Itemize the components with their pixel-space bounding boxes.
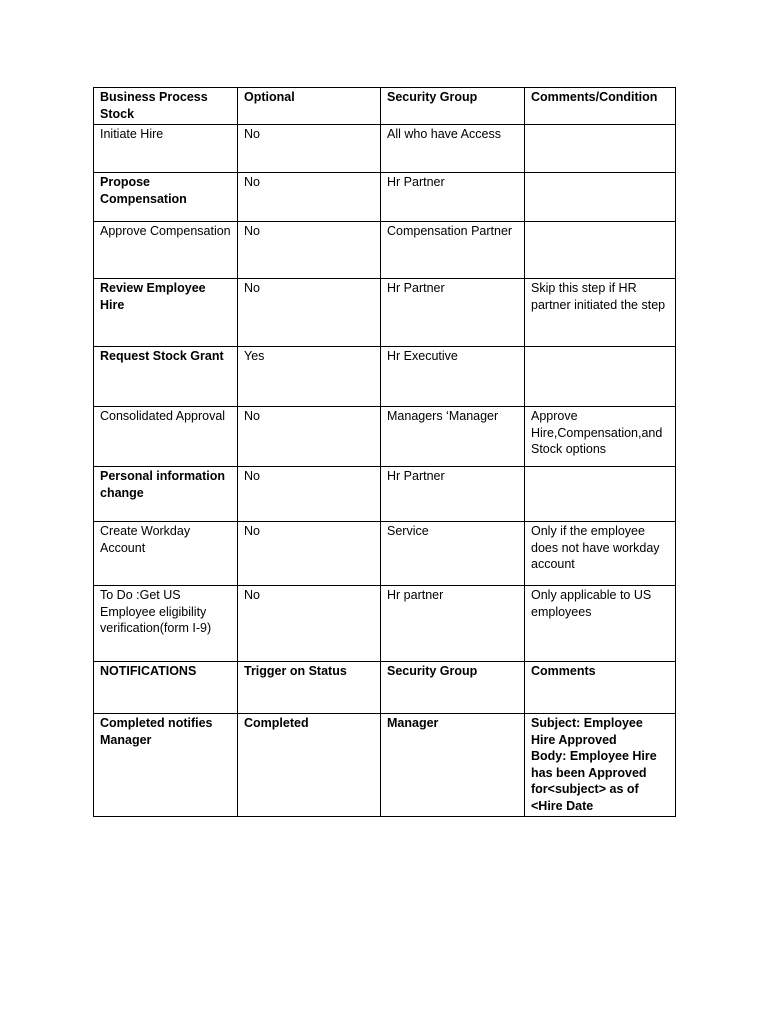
table-row xyxy=(94,279,676,347)
comment-cell: Only if the employee does not have workday account xyxy=(525,522,676,586)
header-notification-comments: Comments xyxy=(525,662,676,714)
notification-body-text: Body: Employee Hire has been Approved for<subject> as of <Hire Date xyxy=(531,749,657,813)
header-optional: Optional xyxy=(238,88,381,125)
group-cell: Managers ‘Manager xyxy=(381,407,525,467)
optional-cell: No xyxy=(238,222,381,279)
table-row xyxy=(94,222,676,279)
step-cell: Propose Compensation xyxy=(94,173,238,222)
table-row xyxy=(94,125,676,173)
business-process-table xyxy=(93,87,676,817)
comment-cell xyxy=(525,173,676,222)
step-cell: Personal information change xyxy=(94,467,238,522)
group-cell: Hr Partner xyxy=(381,467,525,522)
step-cell: Initiate Hire xyxy=(94,125,238,173)
comment-cell xyxy=(525,125,676,173)
notification-trigger-cell: Completed xyxy=(238,714,381,817)
group-cell: Hr Partner xyxy=(381,279,525,347)
table-row xyxy=(94,173,676,222)
optional-cell: No xyxy=(238,125,381,173)
group-cell: Hr Executive xyxy=(381,347,525,407)
optional-cell: Yes xyxy=(238,347,381,407)
group-cell: Compensation Partner xyxy=(381,222,525,279)
optional-cell: No xyxy=(238,522,381,586)
header-security-group: Security Group xyxy=(381,88,525,125)
step-cell: To Do :Get US Employee eligibility verification(form I-9) xyxy=(94,586,238,662)
header-comments: Comments/Condition xyxy=(525,88,676,125)
optional-cell: No xyxy=(238,407,381,467)
notification-group-cell: Manager xyxy=(381,714,525,817)
optional-cell: No xyxy=(238,586,381,662)
table-row xyxy=(94,467,676,522)
step-cell: Create Workday Account xyxy=(94,522,238,586)
notification-name-cell: Completed notifies Manager xyxy=(94,714,238,817)
optional-cell: No xyxy=(238,173,381,222)
comment-cell: Only applicable to US employees xyxy=(525,586,676,662)
step-cell: Request Stock Grant xyxy=(94,347,238,407)
header-trigger-on-status: Trigger on Status xyxy=(238,662,381,714)
optional-cell: No xyxy=(238,279,381,347)
step-cell: Review Employee Hire xyxy=(94,279,238,347)
comment-cell: Approve Hire,Compensation,and Stock options xyxy=(525,407,676,467)
table-row xyxy=(94,586,676,662)
group-cell: Hr Partner xyxy=(381,173,525,222)
comment-cell xyxy=(525,467,676,522)
comment-cell xyxy=(525,222,676,279)
table-header-row xyxy=(94,88,676,125)
step-cell: Approve Compensation xyxy=(94,222,238,279)
table-row xyxy=(94,407,676,467)
group-cell: Hr partner xyxy=(381,586,525,662)
comment-cell: Skip this step if HR partner initiated the step xyxy=(525,279,676,347)
group-cell: Service xyxy=(381,522,525,586)
notifications-header-row xyxy=(94,662,676,714)
table-row xyxy=(94,347,676,407)
table-row xyxy=(94,522,676,586)
optional-cell: No xyxy=(238,467,381,522)
header-notifications: NOTIFICATIONS xyxy=(94,662,238,714)
notification-subject-text: Subject: Employee Hire Approved xyxy=(531,716,643,747)
comment-cell xyxy=(525,347,676,407)
header-notification-security-group: Security Group xyxy=(381,662,525,714)
step-cell: Consolidated Approval xyxy=(94,407,238,467)
header-business-process: Business Process Stock xyxy=(94,88,238,125)
notification-comment-cell xyxy=(525,714,676,817)
notification-row xyxy=(94,714,676,817)
group-cell: All who have Access xyxy=(381,125,525,173)
